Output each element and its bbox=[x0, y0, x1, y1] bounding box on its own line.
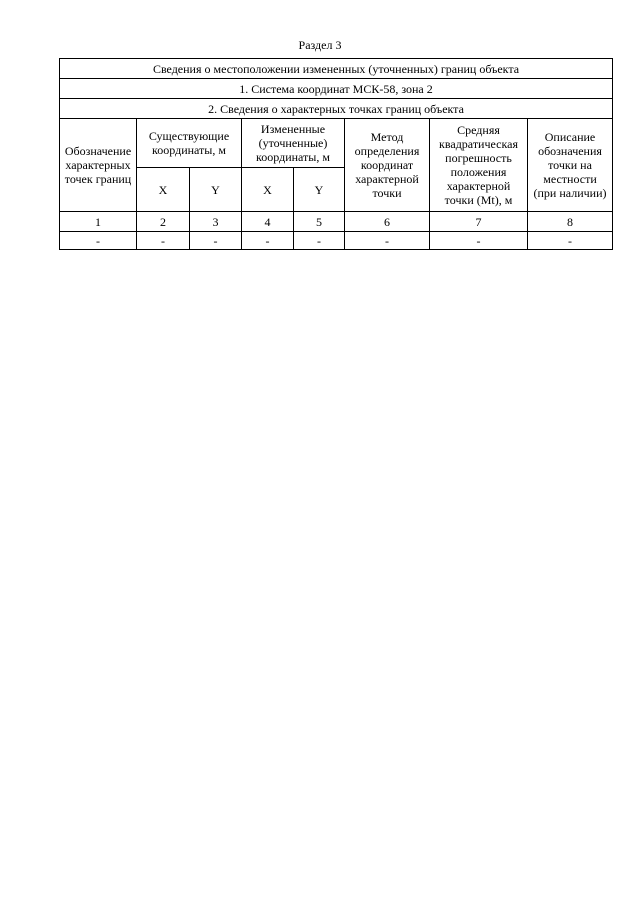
header-designation: Обозначение характерных точек границ bbox=[60, 119, 137, 212]
column-number: 3 bbox=[190, 212, 242, 232]
table-cell: - bbox=[430, 232, 528, 250]
column-number: 5 bbox=[294, 212, 345, 232]
coordinate-system: 1. Система координат МСК-58, зона 2 bbox=[60, 79, 613, 99]
table-row bbox=[60, 232, 613, 250]
header-description: Описание обозначения точки на местности (при наличии) bbox=[528, 119, 613, 212]
column-number: 4 bbox=[242, 212, 294, 232]
table-cell: - bbox=[528, 232, 613, 250]
table-cell: - bbox=[190, 232, 242, 250]
header-changed-coords: Измененные (уточненные) координаты, м bbox=[242, 119, 345, 168]
table-cell: - bbox=[294, 232, 345, 250]
column-number: 1 bbox=[60, 212, 137, 232]
column-number: 7 bbox=[430, 212, 528, 232]
header-method: Метод определения координат характерной точки bbox=[345, 119, 430, 212]
boundary-points-table bbox=[59, 58, 613, 250]
header-existing-coords: Существующие координаты, м bbox=[137, 119, 242, 168]
column-number-row bbox=[60, 212, 613, 232]
header-mean-error: Средняя квадратическая погрешность положения характерной точки (Mt), м bbox=[430, 119, 528, 212]
table-caption: Сведения о местоположении измененных (уточненных) границ объекта bbox=[60, 59, 613, 79]
points-caption: 2. Сведения о характерных точках границ объекта bbox=[60, 99, 613, 119]
header-existing-y: Y bbox=[190, 168, 242, 212]
table-cell: - bbox=[60, 232, 137, 250]
table-cell: - bbox=[137, 232, 190, 250]
table-cell: - bbox=[345, 232, 430, 250]
header-existing-x: X bbox=[137, 168, 190, 212]
section-title: Раздел 3 bbox=[298, 38, 342, 52]
column-number: 8 bbox=[528, 212, 613, 232]
column-number: 6 bbox=[345, 212, 430, 232]
header-changed-x: X bbox=[242, 168, 294, 212]
table-cell: - bbox=[242, 232, 294, 250]
column-number: 2 bbox=[137, 212, 190, 232]
header-changed-y: Y bbox=[294, 168, 345, 212]
